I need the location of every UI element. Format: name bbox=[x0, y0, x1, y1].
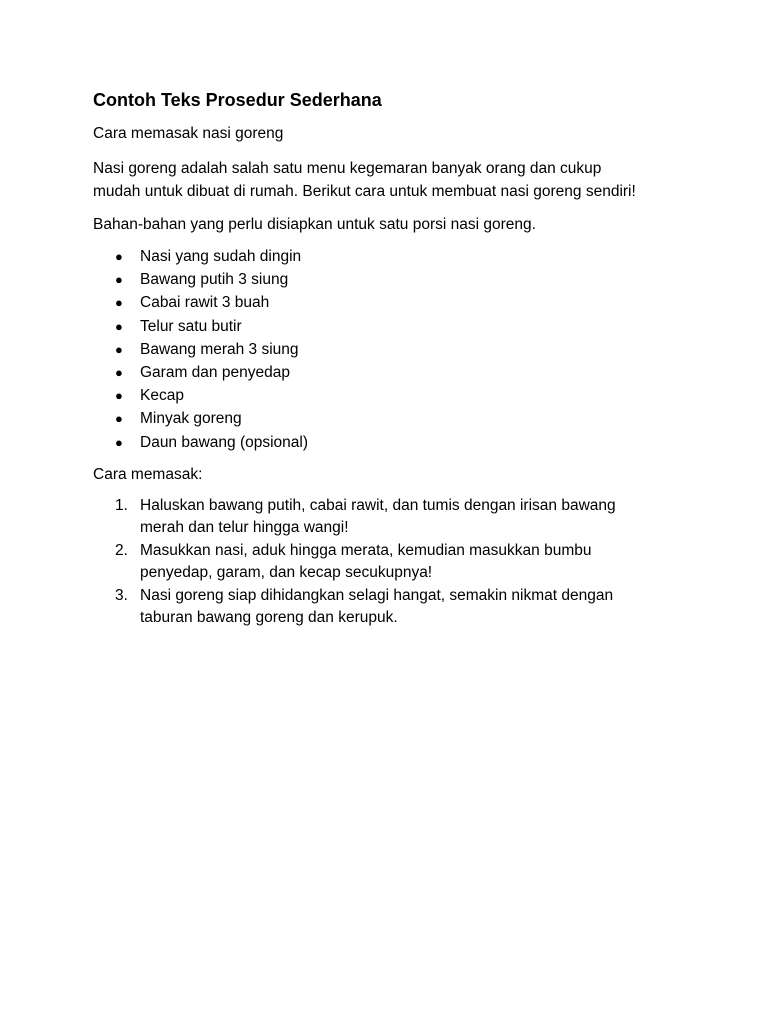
intro-paragraph: Nasi goreng adalah salah satu menu kegemaran banyak orang dan cukup mudah untuk dibuat di rumah. Berikut cara untuk membuat nasi goreng sendiri! bbox=[93, 160, 636, 200]
ingredient-text: Telur satu butir bbox=[140, 317, 242, 335]
list-item bbox=[93, 315, 653, 338]
bullet-icon: ● bbox=[115, 341, 123, 357]
ingredient-text: Garam dan penyedap bbox=[140, 364, 290, 382]
ingredient-text: Minyak goreng bbox=[140, 410, 242, 428]
step-text: Masukkan nasi, aduk hingga merata, kemudian masukkan bumbu penyedap, garam, dan kecap secukupnya! bbox=[140, 541, 592, 582]
ingredients-list bbox=[93, 245, 653, 454]
bullet-icon: ● bbox=[115, 318, 123, 334]
list-item bbox=[93, 407, 653, 430]
step-number: 2. bbox=[115, 541, 128, 559]
list-item bbox=[93, 291, 653, 314]
list-item bbox=[93, 431, 653, 454]
document-title: Contoh Teks Prosedur Sederhana bbox=[93, 90, 382, 110]
bullet-icon: ● bbox=[115, 388, 123, 404]
step-item bbox=[93, 585, 653, 630]
bullet-icon: ● bbox=[115, 411, 123, 427]
step-text: Nasi goreng siap dihidangkan selagi hangat, semakin nikmat dengan taburan bawang goreng dan kerupuk. bbox=[140, 586, 614, 627]
ingredients-heading: Bahan-bahan yang perlu disiapkan untuk satu porsi nasi goreng. bbox=[93, 216, 536, 233]
step-item bbox=[93, 540, 653, 585]
list-item bbox=[93, 268, 653, 291]
bullet-icon: ● bbox=[115, 249, 123, 264]
ingredient-text: Kecap bbox=[140, 387, 184, 405]
steps-heading: Cara memasak: bbox=[93, 465, 203, 483]
bullet-icon: ● bbox=[115, 295, 123, 311]
ingredient-text: Bawang merah 3 siung bbox=[140, 340, 299, 358]
step-number: 3. bbox=[115, 586, 128, 604]
list-item bbox=[93, 245, 653, 268]
step-text: Haluskan bawang putih, cabai rawit, dan tumis dengan irisan bawang merah dan telur hingga wangi! bbox=[140, 496, 616, 537]
ingredient-text: Cabai rawit 3 buah bbox=[140, 294, 270, 312]
list-item bbox=[93, 361, 653, 384]
ingredient-text: Daun bawang (opsional) bbox=[140, 433, 309, 451]
steps-list bbox=[93, 495, 653, 630]
bullet-icon: ● bbox=[115, 365, 123, 381]
step-item bbox=[93, 495, 653, 540]
list-item bbox=[93, 384, 653, 407]
list-item bbox=[93, 338, 653, 361]
document-page bbox=[93, 88, 653, 630]
ingredient-text: Nasi yang sudah dingin bbox=[140, 248, 302, 265]
step-number: 1. bbox=[115, 496, 128, 514]
bullet-icon: ● bbox=[115, 434, 123, 450]
ingredient-text: Bawang putih 3 siung bbox=[140, 271, 289, 289]
document-subtitle: Cara memasak nasi goreng bbox=[93, 125, 284, 142]
bullet-icon: ● bbox=[115, 272, 123, 288]
